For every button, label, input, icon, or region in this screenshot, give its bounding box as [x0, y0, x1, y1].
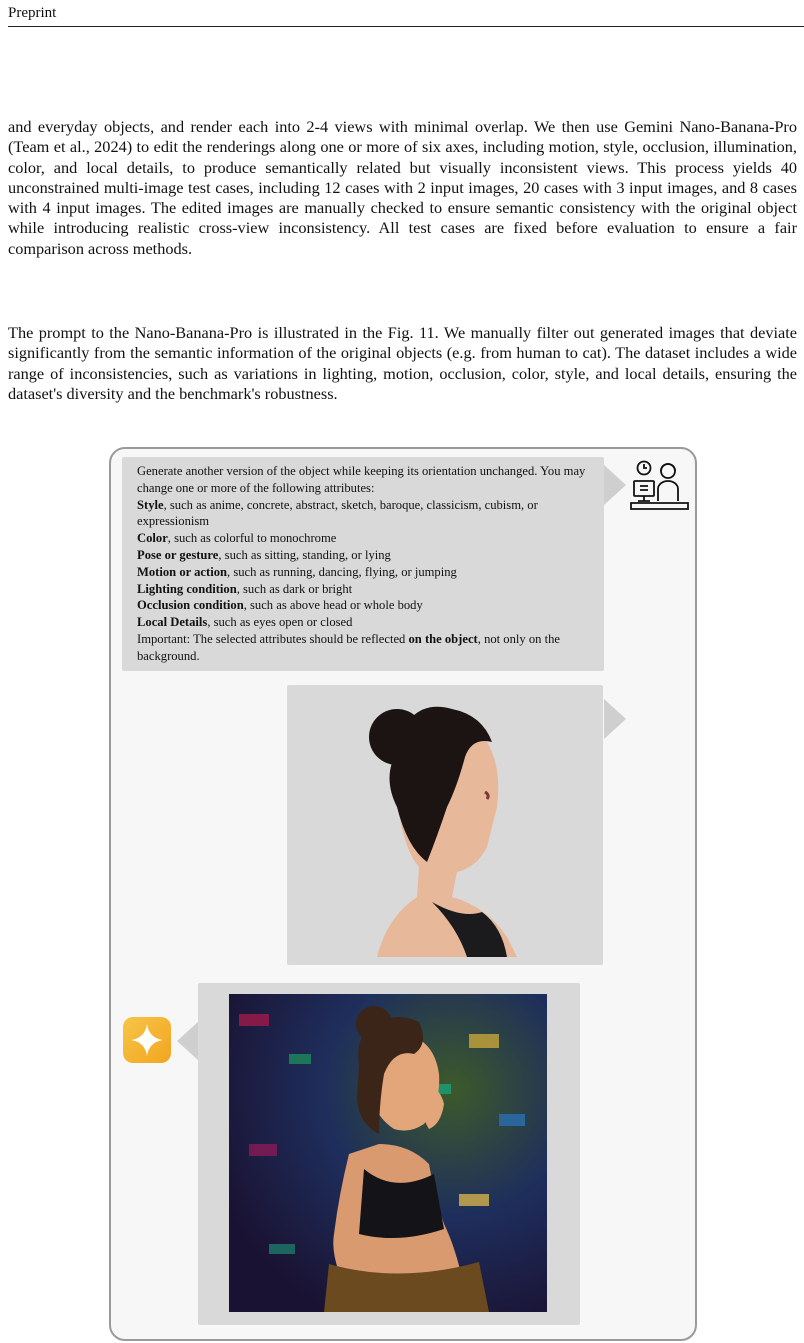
body-paragraph-1: and everyday objects, and render each into 2-4 views with minimal overlap. We then use Gemini Nano-Banana-Pro (Team et al., 2024) to edit the renderings along one or more of six axes, including motion, style, occlusion, illumination, color, and local details, to produce semantically related but visually inconsistent views. This process yields 40 unconstrained multi-image test cases, including 12 cases with 2 input images, 20 cases with 3 input images, and 8 cases with 4 input images. The edited images are manually checked to ensure semantic consistency with the original object while introducing realistic cross-view inconsistency. All test cases are fixed before evaluation to ensure a fair comparison across methods. — [8, 117, 797, 258]
attr-name: Lighting condition — [137, 581, 237, 596]
sparkle-icon — [123, 1017, 171, 1063]
attr-desc: , such as colorful to monochrome — [167, 531, 337, 546]
user-at-computer-icon — [628, 460, 690, 512]
prompt-bubble-pointer — [604, 465, 626, 505]
attr-desc: , such as anime, concrete, abstract, sketch, baroque, classicism, cubism, or expressionism — [137, 497, 538, 529]
attr-name: Local Details — [137, 615, 208, 630]
attr-style — [137, 498, 538, 529]
attr-name: Motion or action — [137, 564, 228, 579]
header-rule — [8, 26, 804, 27]
attr-motion — [137, 565, 457, 579]
input-bubble-pointer — [604, 699, 626, 739]
attr-name: Pose or gesture — [137, 547, 219, 562]
attr-local-details — [137, 615, 352, 629]
attr-name: Style — [137, 497, 164, 512]
attr-pose — [137, 548, 391, 562]
body-paragraph-2: The prompt to the Nano-Banana-Pro is illustrated in the Fig. 11. We manually filter out generated images that deviate significantly from the semantic information of the original objects (e.g. from human to cat). The dataset includes a wide range of inconsistencies, such as variations in lighting, motion, occlusion, color, style, and local details, ensuring the dataset's diversity and the benchmark's robustness. — [8, 323, 797, 403]
attr-color — [137, 531, 336, 545]
input-image-bubble — [287, 685, 603, 965]
attr-name: Occlusion condition — [137, 598, 244, 613]
running-header: Preprint — [8, 5, 57, 21]
prompt-important: Important: The selected attributes should be reflected on the object, not only on the background. — [137, 631, 560, 663]
attr-lighting — [137, 582, 352, 596]
gemini-sparkle-icon — [123, 1017, 171, 1063]
attr-desc: , such as dark or bright — [236, 581, 353, 596]
attr-desc: , such as sitting, standing, or lying — [218, 547, 391, 562]
input-portrait-image — [357, 697, 527, 957]
prompt-bubble — [122, 457, 604, 671]
output-painting-image — [229, 994, 547, 1312]
attr-desc: , such as eyes open or closed — [207, 615, 353, 630]
attr-desc: , such as above head or whole body — [243, 598, 423, 613]
output-bubble-pointer — [177, 1021, 199, 1061]
attr-occlusion — [137, 598, 423, 612]
attr-name: Color — [137, 531, 168, 546]
output-image-bubble — [198, 983, 580, 1325]
prompt-intro: Generate another version of the object while keeping its orientation unchanged. You may change one or more of the following attributes: — [137, 464, 586, 495]
attr-desc: , such as running, dancing, flying, or jumping — [227, 564, 457, 579]
prompt-text — [137, 463, 593, 665]
